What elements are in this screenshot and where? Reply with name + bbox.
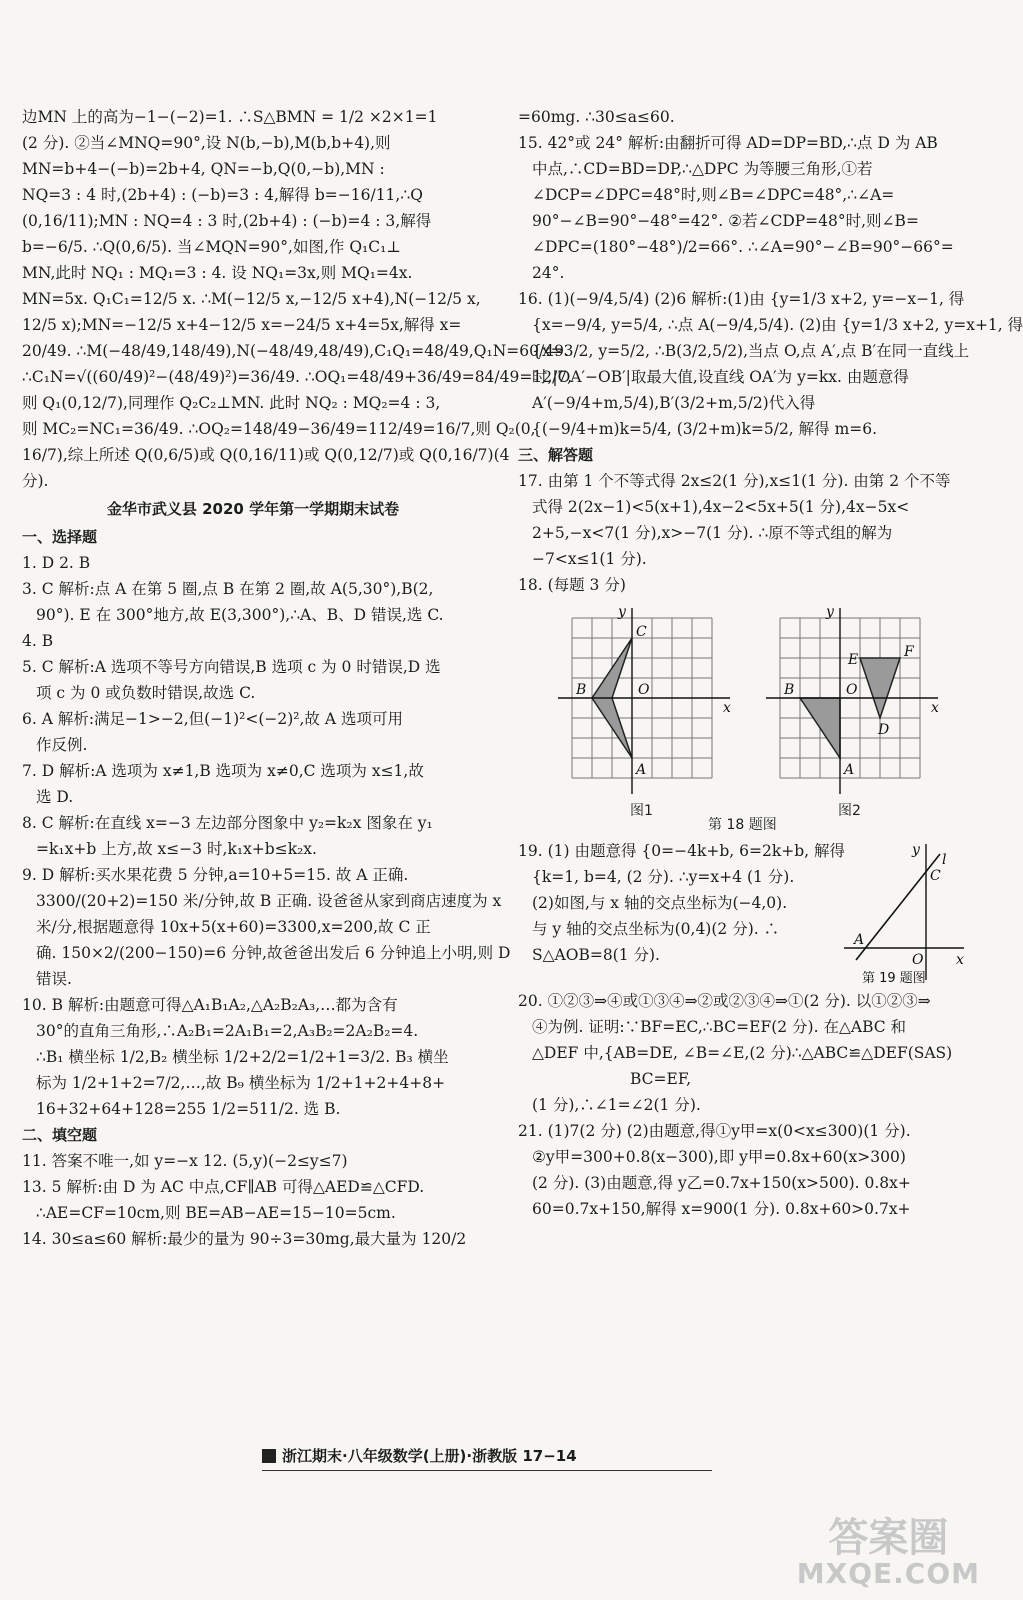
right-column [518,104,1023,1222]
answer-line: 1. D 2. B [22,554,91,572]
figure-1-caption: 图1 [630,803,653,819]
answer-line: ∠DPC=(180°−48°)/2=66°. ∴∠A=90°−∠B=90°−66°= [532,238,954,256]
answer-line: {x=3/2, y=5/2, ∴B(3/2,5/2),当点 O,点 A′,点 B′在同一直线上 [532,342,970,360]
answer-line: 14. 30≤a≤60 解析:最少的量为 90÷3=30mg,最大量为 120/2 [22,1230,467,1248]
label-E: E [848,652,859,668]
answer-line: 90°−∠B=90°−48°=42°. ②若∠CDP=48°时,则∠B= [532,212,919,230]
answer-line: 90°). E 在 300°地方,故 E(3,300°),∴A、B、D 错误,选 C. [36,606,444,624]
page-footer [262,1444,712,1471]
label-F: F [904,644,914,660]
answer-line: 16. (1)(−9/4,5/4) (2)6 解析:(1)由 {y=1/3 x+2, y=−x−1, 得 [518,290,965,308]
answer-line: 5. C 解析:A 选项不等号方向错误,B 选项 c 为 0 时错误,D 选 [22,658,441,676]
watermark [796,1514,980,1590]
answer-line: 16+32+64+128=255 1/2=511/2. 选 B. [36,1100,341,1118]
text-line: 则 Q₁(0,12/7),同理作 Q₂C₂⊥MN. 此时 NQ₂ : MQ₂=4 : 3, [22,394,441,412]
answer-line: ∴AE=CF=10cm,则 BE=AB−AE=15−10=5cm. [36,1204,396,1222]
text-line: 分). [22,472,49,490]
answer-line: 7. D 解析:A 选项为 x≠1,B 选项为 x≠0,C 选项为 x≤1,故 [22,762,424,780]
answer-line: 15. 42°或 24° 解析:由翻折可得 AD=DP=BD,∴点 D 为 AB [518,134,938,152]
answer-line: 17. 由第 1 个不等式得 2x≤2(1 分),x≤1(1 分). 由第 2 个不等 [518,472,951,490]
answer-line: 20. ①②③⇒④或①③④⇒②或②③④⇒①(2 分). 以①②③⇒ [518,992,931,1010]
section-heading-choice: 一、选择题 [22,528,98,546]
label-A: A [844,762,855,778]
answer-line: 21. (1)7(2 分) (2)由题意,得①y甲=x(0<x≤300)(1 分). [518,1122,911,1140]
answer-line: A′(−9/4+m,5/4),B′(3/2+m,5/2)代入得 [532,394,816,412]
answer-line: 60=0.7x+150,解得 x=900(1 分). 0.8x+60>0.7x+ [532,1200,911,1218]
answer-line: 项 c 为 0 或负数时错误,故选 C. [36,684,256,702]
answer-line: {(−9/4+m)k=5/4, (3/2+m)k=5/2, 解得 m=6. [532,420,878,438]
answer-line: 标为 1/2+1+2=7/2,…,故 B₉ 横坐标为 1/2+1+2+4+8+ [36,1074,446,1092]
answer-line: 2+5,−x<7(1 分),x>−7(1 分). ∴原不等式组的解为 [532,524,893,542]
answer-line: ④为例. 证明:∵BF=EC,∴BC=EF(2 分). 在△ABC 和 [532,1018,907,1036]
answer-line: BC=EF, [630,1070,692,1088]
book-logo-icon [262,1449,276,1463]
answer-line: 式得 2(2x−1)<5(x+1),4x−2<5x+5(1 分),4x−5x< [532,498,910,516]
answer-line: 10. B 解析:由题意可得△A₁B₁A₂,△A₂B₂A₃,…都为含有 [22,996,398,1014]
watermark-text: 答案圈 [828,1514,949,1561]
figure-19 [840,840,968,986]
answer-block-b [518,988,970,1222]
line-l [856,854,940,960]
label-x: x [956,952,964,968]
answer-line: 米/分,根据题意得 10x+5(x+60)=3300,x=200,故 C 正 [36,918,431,936]
answer-line: (1 分),∴∠1=∠2(1 分). [532,1096,701,1114]
answer-line: 8. C 解析:在直线 x=−3 左边部分图象中 y₂=k₂x 图象在 y₁ [22,814,433,832]
answer-line: −7<x≤1(1 分). [532,550,647,568]
section-heading-answer: 三、解答题 [518,446,594,464]
fill-answers-continued [518,104,1023,442]
figure-18-title: 第 18 题图 [708,817,777,833]
answer-line: 9. D 解析:买水果花费 5 分钟,a=10+5=15. 故 A 正确. [22,866,409,884]
text-line: MN,此时 NQ₁ : MQ₁=3 : 4. 设 NQ₁=3x,则 MQ₁=4x. [22,264,413,282]
text-line: b=−6/5. ∴Q(0,6/5). 当∠MQN=90°,如图,作 Q₁C₁⊥ [22,238,401,256]
label-O: O [912,952,924,968]
text-line: 16/7),综上所述 Q(0,6/5)或 Q(0,16/11)或 Q(0,12/7)或 Q(0,16/7)(4 [22,446,510,464]
answer-line: {k=1, b=4, (2 分). ∴y=x+4 (1 分). [532,868,795,886]
figure-2-caption: 图2 [838,803,861,819]
answer-line: 13. 5 解析:由 D 为 AC 中点,CF∥AB 可得△AED≌△CFD. [22,1178,425,1196]
footer-text: 浙江期末·八年级数学(上册)·浙教版 17−14 [282,1447,577,1465]
answer-line: 6. A 解析:满足−1>−2,但(−1)²<(−2)²,故 A 选项可用 [22,710,403,728]
label-y: y [618,604,626,620]
answer-line: 错误. [36,970,72,988]
answer-block-a [518,468,970,598]
answer-line: ∴B₁ 横坐标 1/2,B₂ 横坐标 1/2+2/2=1/2+1=3/2. B₃ 横坐 [36,1048,449,1066]
answer-line: 30°的直角三角形,∴A₂B₁=2A₁B₁=2,A₃B₂=2A₂B₂=4. [36,1022,419,1040]
answer-line: △DEF 中,{AB=DE, ∠B=∠E,(2 分)∴△ABC≌△DEF(SAS) [532,1044,953,1062]
label-B: B [576,682,587,698]
answer-line: {x=−9/4, y=5/4, ∴点 A(−9/4,5/4). (2)由 {y=1/3 x+2, y=x+1, 得 [532,316,1023,334]
answer-line: ②y甲=300+0.8(x−300),即 y甲=0.8x+60(x>300) [532,1148,906,1166]
answer-line: 作反例. [36,736,88,754]
label-O: O [846,682,858,698]
answer-line: (2 分). (3)由题意,得 y乙=0.7x+150(x>500). 0.8x+ [532,1174,911,1192]
label-l: l [942,852,947,868]
text-line: MN=b+4−(−b)=2b+4, QN=−b,Q(0,−b),MN : [22,160,385,178]
answer-line: 时,|OA′−OB′|取最大值,设直线 OA′为 y=kx. 由题意得 [532,368,909,386]
text-line: 边MN 上的高为−1−(−2)=1. ∴S△BMN = 1/2 ×2×1=1 [22,108,438,126]
answer-line: 3. C 解析:点 A 在第 5 圈,点 B 在第 2 圈,故 A(5,30°),B(2, [22,580,434,598]
label-D: D [878,722,890,738]
label-C: C [636,624,647,640]
text-line: MN=5x. Q₁C₁=12/5 x. ∴M(−12/5 x,−12/5 x+4),N(−12/5 x, [22,290,481,308]
answer-line: S△AOB=8(1 分). [532,946,660,964]
shaded-triangle-right [860,658,900,718]
answer-line: 与 y 轴的交点坐标为(0,4)(2 分). ∴ [532,920,780,938]
answer-line: 选 D. [36,788,74,806]
answer-line: 3300/(20+2)=150 米/分钟,故 B 正确. 设爸爸从家到商店速度为 x [36,892,502,910]
exam-title: 金华市武义县 2020 学年第一学期期末试卷 [106,500,400,518]
answer-line: 中点,∴CD=BD=DP,∴△DPC 为等腰三角形,①若 [532,160,873,178]
answer-line: ∠DCP=∠DPC=48°时,则∠B=∠DPC=48°,∴∠A= [532,186,895,204]
label-A: A [636,762,647,778]
fill-answers [22,1148,484,1252]
answer-line: =60mg. ∴30≤a≤60. [518,108,675,126]
text-line: 12/5 x);MN=−12/5 x+4−12/5 x=−24/5 x+4=5x,解得 x= [22,316,462,334]
answer-line: 18. (每题 3 分) [518,576,626,594]
text-line: ∴C₁N=√((60/49)²−(48/49)²)=36/49. ∴OQ₁=48/49+36/49=84/49=12/7, [22,368,573,386]
label-y: y [912,842,920,858]
section-heading-fill: 二、填空题 [22,1126,98,1144]
label-x: x [723,700,731,716]
answer-line: 11. 答案不唯一,如 y=−x 12. (5,y)(−2≤y≤7) [22,1152,348,1170]
figure-18 [518,604,970,834]
label-y: y [826,604,834,620]
grid-figure-2 [766,604,946,794]
label-C: C [930,868,941,884]
answer-line: 24°. [532,264,565,282]
text-line: (2 分). ②当∠MNQ=90°,设 N(b,−b),M(b,b+4),则 [22,134,391,152]
text-line: 20/49. ∴M(−48/49,148/49),N(−48/49,48/49),C₁Q₁=48/49,Q₁N=60/49. [22,342,569,360]
text-line: NQ=3 : 4 时,(2b+4) : (−b)=3 : 4,解得 b=−16/11,∴Q [22,186,423,204]
label-x: x [931,700,939,716]
answer-line: 确. 150×2/(200−150)=6 分钟,故爸爸出发后 6 分钟追上小明,则 D [36,944,511,962]
choice-answers [22,550,511,1122]
label-A: A [854,932,865,948]
watermark-url: MXQE.COM [796,1556,980,1590]
answer-line: =k₁x+b 上方,故 x≤−3 时,k₁x+b≤k₂x. [36,840,317,858]
figure-19-title: 第 19 题图 [862,971,926,986]
label-O: O [638,682,650,698]
question-19 [518,838,970,988]
answer-line: 4. B [22,632,54,650]
text-line: (0,16/11);MN : NQ=4 : 3 时,(2b+4) : (−b)=4 : 3,解得 [22,212,432,230]
answer-line: 19. (1) 由题意得 {0=−4k+b, 6=2k+b, 解得 [518,842,845,860]
grid-figure-1 [558,604,738,794]
question-19-text [518,838,845,968]
label-B: B [784,682,795,698]
answer-line: (2)如图,与 x 轴的交点坐标为(−4,0). [532,894,788,912]
text-line: 则 MC₂=NC₁=36/49. ∴OQ₂=148/49−36/49=112/49=16/7,则 Q₂(0, [22,420,536,438]
